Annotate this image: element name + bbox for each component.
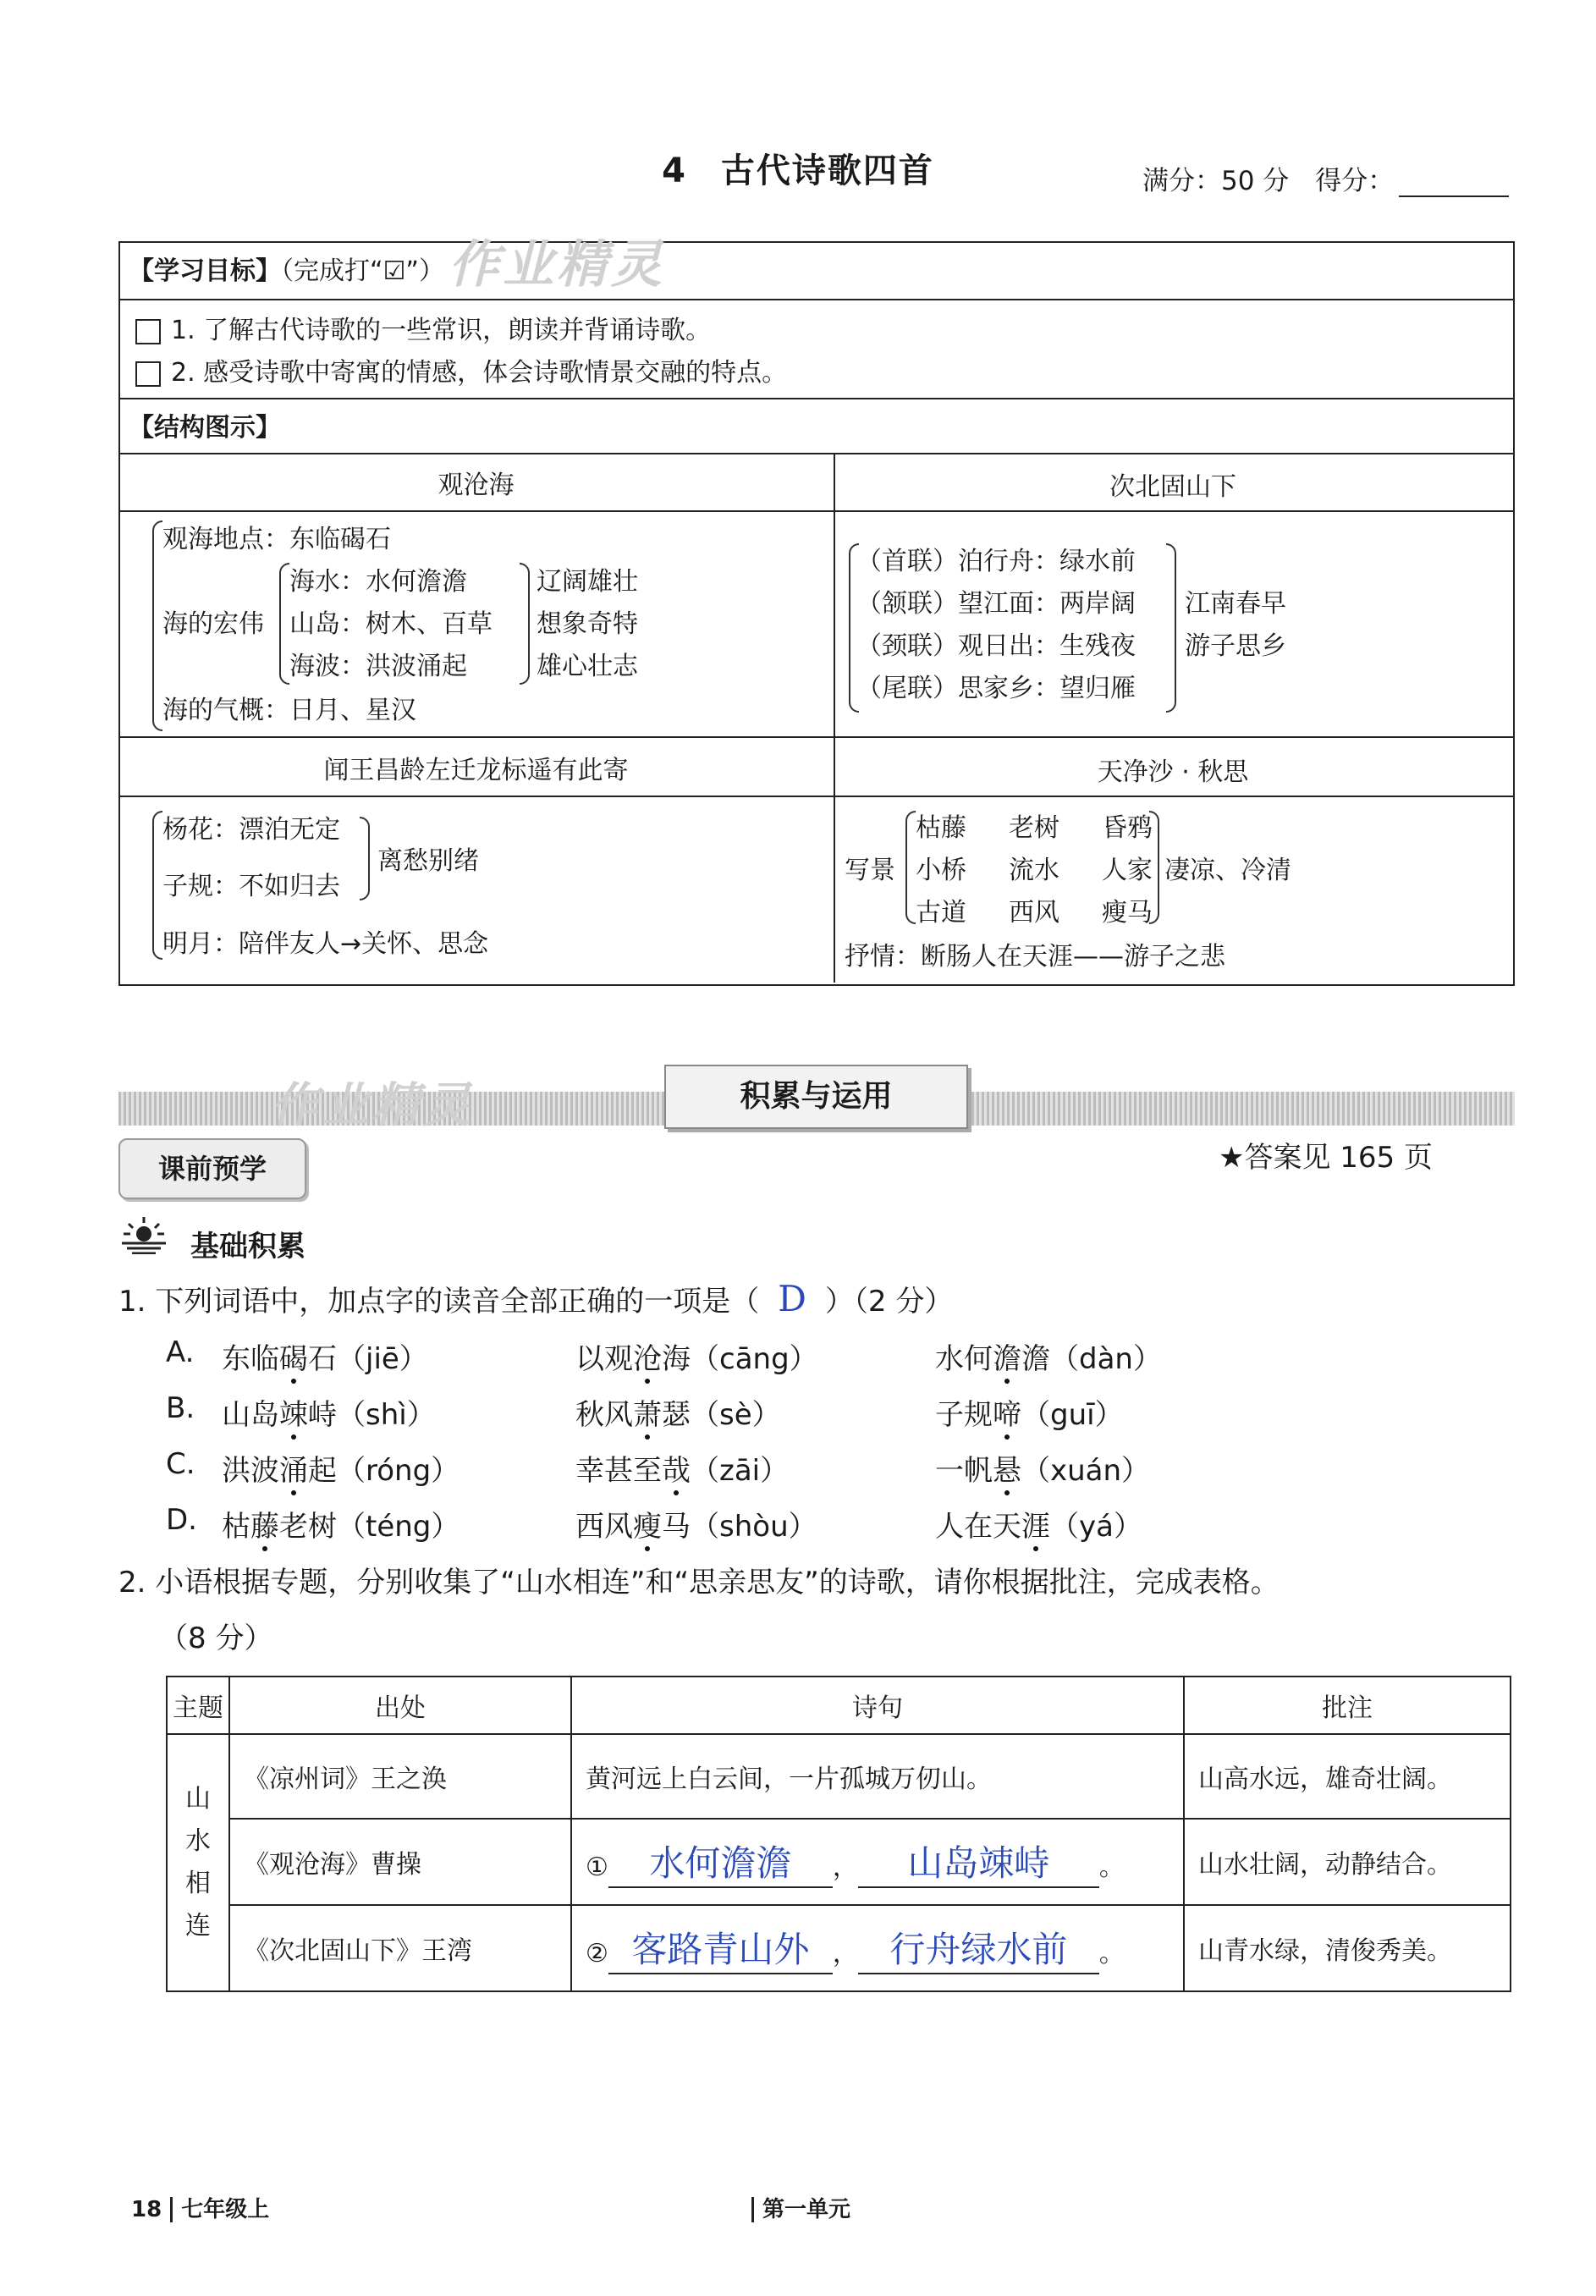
word-text: 洪波 <box>222 1454 279 1488</box>
guanhai-grand-item: 海波：洪波涌起 <box>289 652 467 681</box>
q1-option-word <box>222 1335 428 1377</box>
goal-item <box>135 351 787 388</box>
q1-option-word <box>935 1447 1150 1489</box>
dotted-char: 瘦 <box>633 1510 662 1544</box>
dotted-char: 竦 <box>279 1398 308 1432</box>
source-cell: 《凉州词》王之涣 <box>229 1734 571 1819</box>
word-text: 幸甚至 <box>575 1454 662 1488</box>
goal-checkbox[interactable] <box>135 361 161 387</box>
tianjingsha-scene-row <box>916 891 1153 928</box>
note-cell: 山水壮阔，动静结合。 <box>1184 1819 1511 1905</box>
scene-word: 流水 <box>1009 856 1059 885</box>
tianjingsha-scene-result: 凄凉、冷清 <box>1164 856 1291 885</box>
wenwang-result: 离愁别绪 <box>377 846 479 876</box>
goals-header-note: （完成打“☑”） <box>281 256 444 286</box>
scene-word: 人家 <box>1102 856 1153 885</box>
subsection-title: 基础积累 <box>190 1230 305 1264</box>
word-text: （zāi） <box>691 1454 790 1488</box>
q1-option-label: B. <box>166 1391 195 1425</box>
scene-word: 西风 <box>1009 898 1059 928</box>
unit-label: 第一单元 <box>762 2197 851 2222</box>
word-text: 老树（téng） <box>279 1510 460 1544</box>
answer-blank[interactable]: 山岛竦峙 <box>858 1836 1099 1888</box>
scene-word: 枯藤 <box>916 813 966 843</box>
footer-left <box>131 2192 269 2223</box>
word-text: 海（cāng） <box>662 1342 818 1376</box>
structure-header: 【结构图示】 <box>129 413 281 443</box>
table-header: 批注 <box>1184 1677 1511 1734</box>
answer-blank[interactable]: 客路青山外 <box>608 1922 833 1974</box>
lesson-name: 古代诗歌四首 <box>720 151 934 190</box>
goal-item <box>135 309 711 346</box>
q1-option-word <box>935 1503 1142 1544</box>
tianjingsha-title: 天净沙 · 秋思 <box>1097 757 1249 787</box>
q2-table <box>166 1676 1511 1992</box>
word-text: 人在天 <box>935 1510 1021 1544</box>
word-text: 起（róng） <box>308 1454 460 1488</box>
q1-option-word <box>575 1503 817 1544</box>
q1-option-label: C. <box>166 1447 195 1481</box>
tianjingsha-emotion: 抒情：断肠人在天涯——游子之悲 <box>845 942 1225 972</box>
guanhai-grand-result: 辽阔雄壮 <box>537 567 638 597</box>
guanhai-grand-item: 海水：水何澹澹 <box>289 567 467 597</box>
q1-option-word <box>222 1447 460 1489</box>
guanhai-grand-label: 海的宏伟 <box>162 609 264 639</box>
q1-option-word <box>935 1391 1124 1433</box>
word-text: 秋风 <box>575 1398 633 1432</box>
guanhai-place: 观海地点：东临碣石 <box>162 525 391 554</box>
word-text: 澹（dàn） <box>1021 1342 1162 1376</box>
wenwang-title: 闻王昌龄左迁龙标遥有此寄 <box>323 756 629 785</box>
answer-blank[interactable]: 行舟绿水前 <box>858 1922 1099 1974</box>
table-header: 诗句 <box>571 1677 1184 1734</box>
q2-points: （8 分） <box>159 1622 273 1655</box>
cibeigu-line: （颔联）望江面：两岸阔 <box>856 589 1136 619</box>
cibeigu-title: 次北固山下 <box>1109 472 1236 502</box>
word-text: 峙（shì） <box>308 1398 436 1432</box>
section-title: 积累与运用 <box>664 1065 968 1129</box>
score-label: 满分：50 分 得分： <box>1142 166 1395 196</box>
note-cell: 山青水绿，清俊秀美。 <box>1184 1905 1511 1991</box>
dotted-char: 啼 <box>993 1398 1021 1432</box>
dotted-char: 涯 <box>1021 1510 1050 1544</box>
scene-word: 小桥 <box>916 856 966 885</box>
goals-header-label: 【学习目标】 <box>129 256 281 286</box>
wenwang-item: 杨花：漂泊无定 <box>162 815 340 845</box>
goal-checkbox[interactable] <box>135 319 161 344</box>
footer-center <box>751 2192 850 2223</box>
guanhai-grand-result: 雄心壮志 <box>537 652 638 681</box>
q1-option-word <box>575 1391 781 1433</box>
answer-reference: ★答案见 165 页 <box>1219 1141 1433 1175</box>
q1-option-word <box>575 1447 789 1489</box>
watermark: 作业精灵 <box>449 235 665 295</box>
topic-text: 山水相连 <box>185 1784 211 1941</box>
source-cell: 《次北固山下》王湾 <box>229 1905 571 1991</box>
q1-stem-end: ）（2 分） <box>824 1285 954 1319</box>
cibeigu-line: （首联）泊行舟：绿水前 <box>856 547 1136 576</box>
table-header-row <box>167 1677 1511 1734</box>
source-cell: 《观沧海》曹操 <box>229 1819 571 1905</box>
word-text: 子规 <box>935 1398 993 1432</box>
q1-option-label: A. <box>166 1335 195 1369</box>
goals-header <box>129 250 444 287</box>
blank-number: ① <box>586 1853 608 1882</box>
word-text: 瑟（sè） <box>662 1398 781 1432</box>
cibeigu-line: （颈联）观日出：生残夜 <box>856 631 1136 661</box>
watermark: 作业精灵 <box>271 1078 474 1133</box>
topic-cell <box>167 1734 229 1991</box>
guanhai-grand-result: 想象奇特 <box>537 609 638 639</box>
wenwang-moon: 明月：陪伴友人→关怀、思念 <box>162 929 489 959</box>
dotted-char: 萧 <box>633 1398 662 1432</box>
scene-word: 瘦马 <box>1102 898 1153 928</box>
table-row <box>167 1905 1511 1991</box>
blank-number: ② <box>586 1939 608 1968</box>
poem-line-cell: ② 客路青山外 ， 行舟绿水前 。 <box>571 1905 1184 1991</box>
word-text: 以观 <box>575 1342 633 1376</box>
lesson-number: 4 <box>662 151 687 190</box>
q1-option-word <box>935 1335 1162 1377</box>
dotted-char: 沧 <box>633 1342 662 1376</box>
dotted-char: 藤 <box>250 1510 279 1544</box>
scene-word: 古道 <box>916 898 966 928</box>
word-text: 石（jiē） <box>308 1342 428 1376</box>
guanhai-spirit: 海的气概：日月、星汉 <box>162 696 416 725</box>
goal-text: 1. 了解古代诗歌的一些常识，朗读并背诵诗歌。 <box>171 316 712 345</box>
cibeigu-result: 游子思乡 <box>1185 631 1286 661</box>
guanhai-title: 观沧海 <box>438 471 515 500</box>
question-1 <box>118 1278 953 1319</box>
word-text: （yá） <box>1050 1510 1142 1544</box>
dotted-char: 悬 <box>993 1454 1021 1488</box>
cibeigu-result: 江南春早 <box>1185 589 1286 619</box>
scene-word: 老树 <box>1009 813 1059 843</box>
q1-option-word <box>575 1335 818 1377</box>
word-text: 西风 <box>575 1510 633 1544</box>
word-text: 东临 <box>222 1342 279 1376</box>
word-text: 山岛 <box>222 1398 279 1432</box>
table-row <box>167 1734 1511 1819</box>
dotted-char: 碣 <box>279 1342 308 1376</box>
q1-option-word <box>222 1503 460 1544</box>
tianjingsha-scene-row <box>916 807 1153 844</box>
q1-option-word <box>222 1391 436 1433</box>
q2-stem: 2. 小语根据专题，分别收集了“山水相连”和“思亲思友”的诗歌，请你根据批注，完成表格。 <box>118 1566 1280 1599</box>
q1-option-label: D. <box>166 1503 197 1537</box>
cibeigu-line: （尾联）思家乡：望归雁 <box>856 674 1136 703</box>
tianjingsha-scene-row <box>916 849 1153 886</box>
page-number: 18 <box>131 2197 162 2222</box>
word-text: 马（shòu） <box>662 1510 817 1544</box>
q1-stem: 1. 下列词语中，加点字的读音全部正确的一项是（ <box>118 1285 760 1319</box>
note-cell: 山高水远，雄奇壮阔。 <box>1184 1734 1511 1819</box>
word-text: 一帆 <box>935 1454 993 1488</box>
poem-line-cell: 黄河远上白云间，一片孤城万仞山。 <box>571 1734 1184 1819</box>
wenwang-item: 子规：不如归去 <box>162 872 340 901</box>
table-header: 主题 <box>167 1677 229 1734</box>
word-text: （xuán） <box>1021 1454 1151 1488</box>
scene-word: 昏鸦 <box>1102 813 1153 843</box>
guanhai-grand-item: 山岛：树木、百草 <box>289 609 493 639</box>
q1-answer[interactable]: D <box>778 1278 806 1319</box>
word-text: （guī） <box>1021 1398 1124 1432</box>
grade-label: 七年级上 <box>181 2197 270 2222</box>
word-text: 水何 <box>935 1342 993 1376</box>
table-row <box>167 1819 1511 1905</box>
sun-icon <box>118 1215 169 1258</box>
score-blank[interactable] <box>1399 172 1509 197</box>
answer-blank[interactable]: 水何澹澹 <box>608 1836 833 1888</box>
poem-line-cell: ① 水何澹澹 ， 山岛竦峙 。 <box>571 1819 1184 1905</box>
dotted-char: 澹 <box>993 1342 1021 1376</box>
word-text: 枯 <box>222 1510 250 1544</box>
section-tag: 课前预学 <box>118 1138 306 1199</box>
table-header: 出处 <box>229 1677 571 1734</box>
dotted-char: 涌 <box>279 1454 308 1488</box>
score-field <box>1142 159 1509 197</box>
dotted-char: 哉 <box>662 1454 691 1488</box>
tianjingsha-scene-label: 写景 <box>845 856 895 885</box>
goal-text: 2. 感受诗歌中寄寓的情感，体会诗歌情景交融的特点。 <box>171 358 788 388</box>
